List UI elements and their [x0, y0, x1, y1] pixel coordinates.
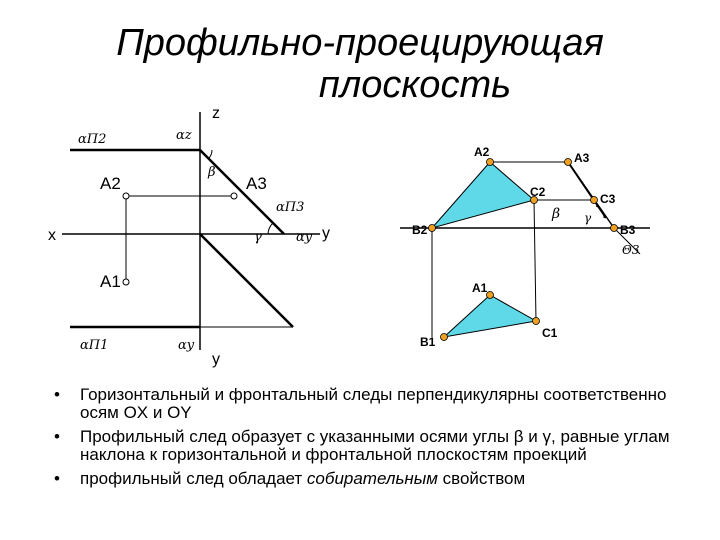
axis-y-right-label: y [322, 225, 330, 242]
bullet-1-text: Горизонтальный и фронтальный следы перпендикулярны соответственно осям OX и OY [80, 385, 667, 422]
alpha-p3-label: αП3 [276, 200, 305, 215]
r-point-b3 [611, 225, 618, 232]
a1-label: A1 [100, 272, 121, 291]
r-c1-label: C1 [542, 326, 558, 340]
r-point-a1 [487, 292, 494, 299]
bullet-3-post: свойством [437, 469, 526, 488]
r-point-c3 [591, 197, 598, 204]
bullet-list [50, 386, 700, 494]
r-a1-label: A1 [472, 281, 488, 295]
point-a3 [231, 193, 237, 199]
gamma-label: γ [254, 230, 262, 245]
frontal-projection-triangle [432, 162, 534, 228]
title-line-2: плоскость [318, 64, 512, 106]
r-b3-label: B3 [620, 223, 636, 237]
r-point-b1 [441, 334, 448, 341]
gamma-arc [268, 223, 273, 234]
bullet-3-emphasis: собирательным [306, 469, 438, 488]
right-epure [400, 145, 650, 349]
r-point-b2 [429, 225, 436, 232]
r-theta3-label: Θ3 [622, 243, 640, 257]
alpha-y-bottom-label: αy [178, 338, 195, 353]
alpha-p2-label: αП2 [78, 132, 107, 147]
point-a2 [123, 193, 129, 199]
r-c3-label: C3 [600, 192, 616, 206]
axis-z-label: z [212, 105, 220, 122]
a3-label: A3 [246, 174, 267, 193]
constant-line [200, 234, 293, 327]
axis-y-bottom-label: y [212, 351, 220, 368]
r-b2-label: B2 [412, 223, 428, 237]
point-a1 [123, 279, 129, 285]
profile-trace [200, 150, 284, 234]
alpha-y-right-label: αy [296, 230, 313, 245]
bullet-3-pre: профильный след обладает [80, 469, 307, 488]
r-a3-label: A3 [574, 151, 590, 165]
axis-x-label: x [48, 227, 56, 244]
r-gamma-label: γ [584, 211, 592, 225]
horizontal-projection-triangle [444, 295, 536, 337]
alpha-z-label: αz [176, 128, 192, 143]
r-b1-label: B1 [420, 335, 436, 349]
r-point-a2 [487, 159, 494, 166]
profile-projection [568, 162, 606, 218]
a2-label: A2 [100, 174, 121, 193]
r-point-c1 [533, 318, 540, 325]
bullet-item-2 [50, 428, 700, 464]
bullet-item-3 [50, 470, 700, 488]
right-gamma-arc [596, 206, 604, 218]
r-beta-label: β [552, 206, 561, 222]
title-line-1: Профильно-проецирующая [116, 22, 604, 64]
r-point-a3 [565, 159, 572, 166]
bullet-item-1 [50, 386, 700, 422]
left-epure [48, 105, 330, 368]
r-a2-label: A2 [474, 145, 490, 159]
beta-label: β [208, 165, 216, 180]
r-c2-label: C2 [530, 185, 546, 199]
alpha-p1-label: αП1 [80, 338, 109, 353]
bullet-2-text: Профильный след образует с указанными осями углы β и γ, равные углам наклона к горизонтальной и фронтальной плоскостям проекций [80, 427, 670, 464]
link-c2-c1 [534, 200, 536, 321]
